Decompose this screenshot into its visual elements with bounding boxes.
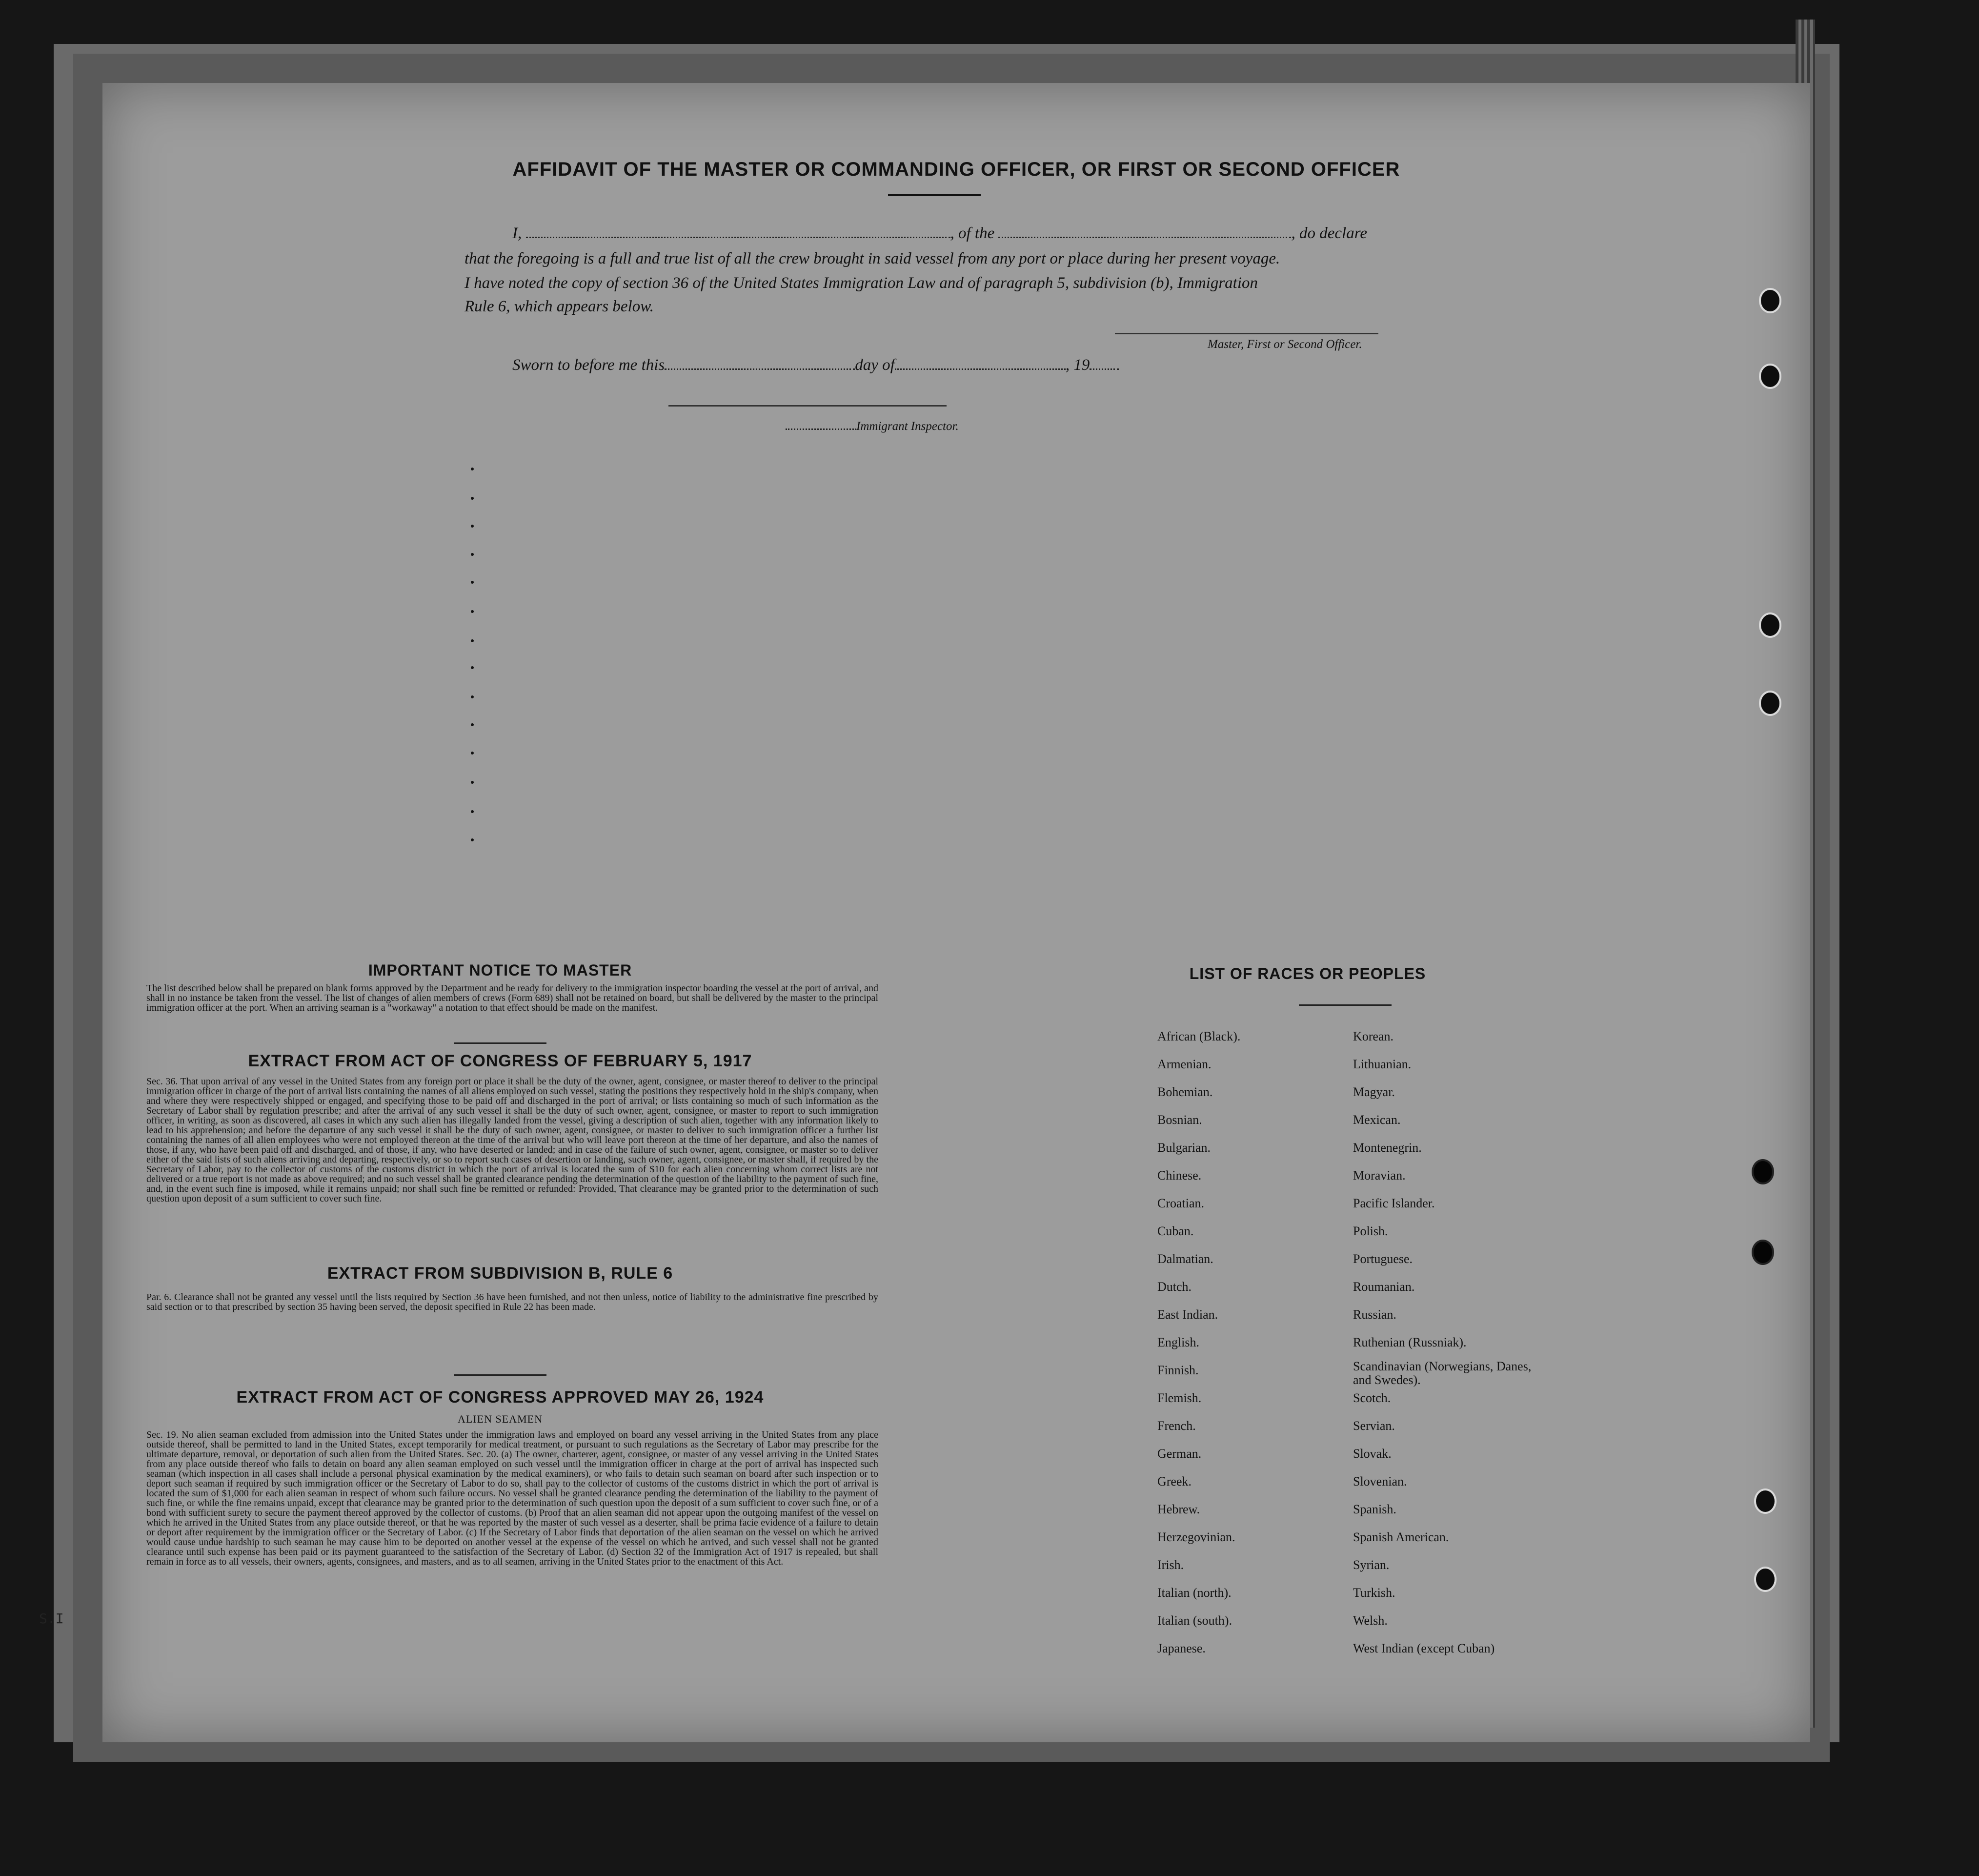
races-heading: LIST OF RACES OR PEOPLES xyxy=(1189,965,1426,982)
race-item: Bosnian. xyxy=(1157,1113,1202,1127)
alien-seamen-subheading: ALIEN SEAMEN xyxy=(458,1413,543,1425)
row-dot xyxy=(471,553,474,556)
race-item: Finnish. xyxy=(1157,1363,1199,1377)
inspector-caption-line xyxy=(786,420,959,433)
row-dot xyxy=(471,695,474,698)
month-field[interactable] xyxy=(895,368,1066,370)
row-dot xyxy=(471,581,474,584)
name-field[interactable] xyxy=(526,237,950,238)
race-item: Greek. xyxy=(1157,1474,1192,1489)
race-item: Turkish. xyxy=(1353,1586,1395,1600)
section-divider xyxy=(454,1042,546,1044)
binder-hole-icon xyxy=(1754,1567,1777,1592)
race-item: Spanish. xyxy=(1353,1502,1396,1516)
extract-1924-heading: EXTRACT FROM ACT OF CONGRESS APPROVED MAY 26, 1924 xyxy=(236,1388,764,1407)
binder-hole-icon xyxy=(1759,364,1781,389)
binder-hole-icon xyxy=(1754,1489,1777,1514)
race-item: Italian (south). xyxy=(1157,1613,1232,1628)
row-dot xyxy=(471,752,474,754)
margin-stamp: S.I xyxy=(39,1611,64,1627)
binder-hole-icon xyxy=(1759,612,1781,638)
row-dot xyxy=(471,639,474,642)
affidavit-line-4: Rule 6, which appears below. xyxy=(464,298,654,315)
race-item: Bohemian. xyxy=(1157,1085,1213,1099)
race-item: Ruthenian (Russniak). xyxy=(1353,1335,1467,1349)
row-dot xyxy=(471,468,474,470)
race-item: Scotch. xyxy=(1353,1391,1391,1405)
of-the-text: , of the xyxy=(950,224,995,242)
row-dot xyxy=(471,838,474,841)
race-item: Armenian. xyxy=(1157,1057,1212,1071)
races-heading-rule xyxy=(1299,1004,1392,1006)
race-item: Italian (north). xyxy=(1157,1586,1232,1600)
race-item: French. xyxy=(1157,1419,1196,1433)
binder-hole-icon xyxy=(1752,1240,1774,1265)
race-item: German. xyxy=(1157,1447,1202,1461)
affidavit-line-3: I have noted the copy of section 36 of the United States Immigration Law and of paragraph 5, subdivision (b), Immigration xyxy=(464,274,1258,292)
row-dot xyxy=(471,610,474,613)
race-item: African (Black). xyxy=(1157,1029,1241,1043)
manifest-page xyxy=(102,83,1810,1742)
sworn-line xyxy=(512,356,1119,374)
binder-hole-icon xyxy=(1759,288,1781,313)
affidavit-line-2: that the foregoing is a full and true list of all the crew brought in said vessel from any port or place during her present voyage. xyxy=(464,250,1280,267)
sworn-prefix: Sworn to before me this xyxy=(512,356,665,374)
row-dot xyxy=(471,525,474,528)
section-divider xyxy=(454,1374,546,1376)
inspector-signature-line[interactable] xyxy=(668,405,947,407)
master-caption: Master, First or Second Officer. xyxy=(1208,338,1362,351)
race-item: Slovak. xyxy=(1353,1447,1392,1461)
race-item: Pacific Islander. xyxy=(1353,1196,1435,1210)
race-item: Hebrew. xyxy=(1157,1502,1200,1516)
declare-text: , do declare xyxy=(1291,224,1367,242)
race-item: Syrian. xyxy=(1353,1558,1390,1572)
race-item: Scandinavian (Norwegians, Danes, and Swedes). xyxy=(1353,1359,1532,1387)
year-field[interactable] xyxy=(1090,368,1119,370)
race-item: Magyar. xyxy=(1353,1085,1395,1099)
race-item: Herzegovinian. xyxy=(1157,1530,1235,1544)
row-dot xyxy=(471,497,474,500)
race-item: Spanish American. xyxy=(1353,1530,1449,1544)
binder-hole-icon xyxy=(1752,1159,1774,1184)
race-item: Flemish. xyxy=(1157,1391,1202,1405)
race-item: Irish. xyxy=(1157,1558,1184,1572)
race-item: East Indian. xyxy=(1157,1307,1218,1322)
title-rule xyxy=(888,194,981,196)
race-item: Montenegrin. xyxy=(1353,1141,1422,1155)
race-item: Moravian. xyxy=(1353,1168,1406,1183)
race-item: Welsh. xyxy=(1353,1613,1388,1628)
extract-1917-heading: EXTRACT FROM ACT OF CONGRESS OF FEBRUARY 5, 1917 xyxy=(248,1052,752,1070)
race-item: English. xyxy=(1157,1335,1199,1349)
race-item: Chinese. xyxy=(1157,1168,1202,1183)
day-of-text: day of xyxy=(855,356,895,374)
race-item: Bulgarian. xyxy=(1157,1141,1211,1155)
race-item: Dalmatian. xyxy=(1157,1252,1213,1266)
race-item: Mexican. xyxy=(1353,1113,1401,1127)
race-item: Lithuanian. xyxy=(1353,1057,1412,1071)
extract-1924-text: Sec. 19. No alien seaman excluded from admission into the United States under the immigration laws and employed on board any vessel arriving in the United States from any place outside thereof, shall be permitted to land in the United States, except temporarily for medical treatment, or pursuant to such regulations as the Secretary of Labor may prescribe for the ultimate departure, removal, or deportation of such alien from the United States. Sec. 20. (a) The owner, charterer, agent, consignee, or master of any vessel arriving in the United States from any place outside thereof who fails to detain on board any alien seaman employed on such vessel until the immigration officer in charge at the port of arrival has inspected such seaman (which inspection in all cases shall include a personal physical examination by the medical examiners), or who fails to detain such seaman on board after such inspection or to deport such seaman if required by such immigration officer or the Secretary of Labor to do so, shall pay to the collector of customs of the customs district in which the port of arrival is located the sum of $1,000 for each alien seaman in respect of whom such failure occurs. No vessel shall be granted clearance pending the determination of the liability to the payment of such fine, or while the fine remains unpaid, except that clearance may be granted prior to the determination of such question upon the deposit of a sum sufficient to cover such fine, or of a bond with sufficient surety to secure the payment thereof approved by the collector of customs. (b) Proof that an alien seaman did not appear upon the outgoing manifest of the vessel on which he arrived in the United States from any place outside thereof, or that he was reported by the master of such vessel as a deserter, shall be prima facie evidence of a failure to detain or deport after requirement by the immigration officer or the Secretary of Labor. (c) If the Secretary of Labor finds that deportation of the alien seaman on the vessel on which he arrived would cause undue hardship to such seaman he may cause him to be deported on another vessel at the expense of the vessel on which he arrived, and such vessel shall not be granted clearance until such expense has been paid or its payment guaranteed to the satisfaction of the Secretary of Labor. (d) Section 32 of the Immigration Act of 1917 is repealed, but shall remain in force as to all vessels, their owners, agents, consignees, and masters, and as to all seamen, arriving in the United States prior to the enactment of this Act. xyxy=(146,1429,878,1567)
affidavit-title: AFFIDAVIT OF THE MASTER OR COMMANDING OFFICER, OR FIRST OR SECOND OFFICER xyxy=(512,159,1400,180)
notice-heading: IMPORTANT NOTICE TO MASTER xyxy=(368,961,632,979)
race-item: Slovenian. xyxy=(1353,1474,1407,1489)
year-text: , 19 xyxy=(1065,356,1090,374)
row-dot xyxy=(471,810,474,813)
vessel-field[interactable] xyxy=(998,237,1291,238)
race-item: Portuguese. xyxy=(1353,1252,1413,1266)
binder-hole-icon xyxy=(1759,691,1781,716)
declaration-line xyxy=(512,224,1367,243)
rule6-heading: EXTRACT FROM SUBDIVISION B, RULE 6 xyxy=(327,1264,673,1283)
race-item: Roumanian. xyxy=(1353,1280,1415,1294)
row-dot xyxy=(471,666,474,669)
race-item: Servian. xyxy=(1353,1419,1395,1433)
extract-1917-text: Sec. 36. That upon arrival of any vessel in the United States from any foreign port or place it shall be the duty of the owner, agent, consignee, or master thereof to deliver to the principal immigration officer in charge of the port of arrival lists containing the names of all aliens employed on such vessel, stating the positions they respectively hold in the ship's company, when and where they were respectively shipped or engaged, and specifying those to be paid off and discharged in the port of arrival; or lists containing so much of such information as the Secretary of Labor shall by regulation prescribe; and after the arrival of any such vessel it shall be the duty of such owner, agent, consignee, or master to report to such immigration officer, in writing, as soon as discovered, all cases in which any such alien has illegally landed from the vessel, giving a description of such alien, together with any information likely to lead to his apprehension; and before the departure of any such vessel it shall be the duty of such owner, agent, consignee, or master to deliver to such immigration officer a further list containing the names of all alien employees who were not employed thereon at the time of the arrival but who will leave port thereon at the time of her departure, and also the names of those, if any, who have been paid off and discharged, and of those, if any, who have deserted or landed; and in case of the failure of such owner, agent, consignee, or master so to deliver either of the said lists of such aliens arriving and departing, respectively, or so to report such cases of desertion or landing, such owner, agent, consignee, or master shall, if required by the Secretary of Labor, pay to the collector of customs of the customs district in which the port of arrival is located the sum of $10 for each alien concerning whom correct lists are not delivered or a true report is not made as above required; and no such vessel shall be granted clearance pending the determination of the question of the liability to the payment of such fine, and, in the event such fine is imposed, while it remains unpaid; nor shall such fine be remitted or refunded: Provided, That clearance may be granted prior to the determination of such question upon deposit of a sum sufficient to cover such fine. xyxy=(146,1076,878,1204)
race-item: Polish. xyxy=(1353,1224,1388,1238)
race-item: Cuban. xyxy=(1157,1224,1194,1238)
race-item: Croatian. xyxy=(1157,1196,1205,1210)
race-item: Korean. xyxy=(1353,1029,1394,1043)
race-item: Russian. xyxy=(1353,1307,1396,1322)
inspector-dots xyxy=(786,428,856,430)
race-item: Dutch. xyxy=(1157,1280,1192,1294)
race-item: West Indian (except Cuban) xyxy=(1353,1641,1495,1655)
notice-text: The list described below shall be prepared on blank forms approved by the Department and be ready for delivery to the immigration inspector boarding the vessel at the port of arrival, and shall in no instance be taken from the vessel. The list of changes of alien members of crews (Form 689) shall not be retained on board, but shall be delivered by the master to the principal immigration officer at the port. When an arriving seaman is a "workaway" a notation to that effect should be made on the manifest. xyxy=(146,983,878,1013)
day-field[interactable] xyxy=(665,368,855,370)
rule6-text: Par. 6. Clearance shall not be granted any vessel until the lists required by Section 36 have been furnished, and not then unless, notice of liability to the administrative fine prescribed by said section or to that prescribed by section 35 having been served, the deposit specified in Rule 22 has been made. xyxy=(146,1292,878,1312)
race-item: Japanese. xyxy=(1157,1641,1206,1655)
inspector-caption: Immigrant Inspector. xyxy=(856,420,959,433)
row-dot xyxy=(471,723,474,726)
declaration-i: I, xyxy=(512,224,522,242)
master-signature-line[interactable] xyxy=(1115,333,1378,334)
row-dot xyxy=(471,781,474,784)
